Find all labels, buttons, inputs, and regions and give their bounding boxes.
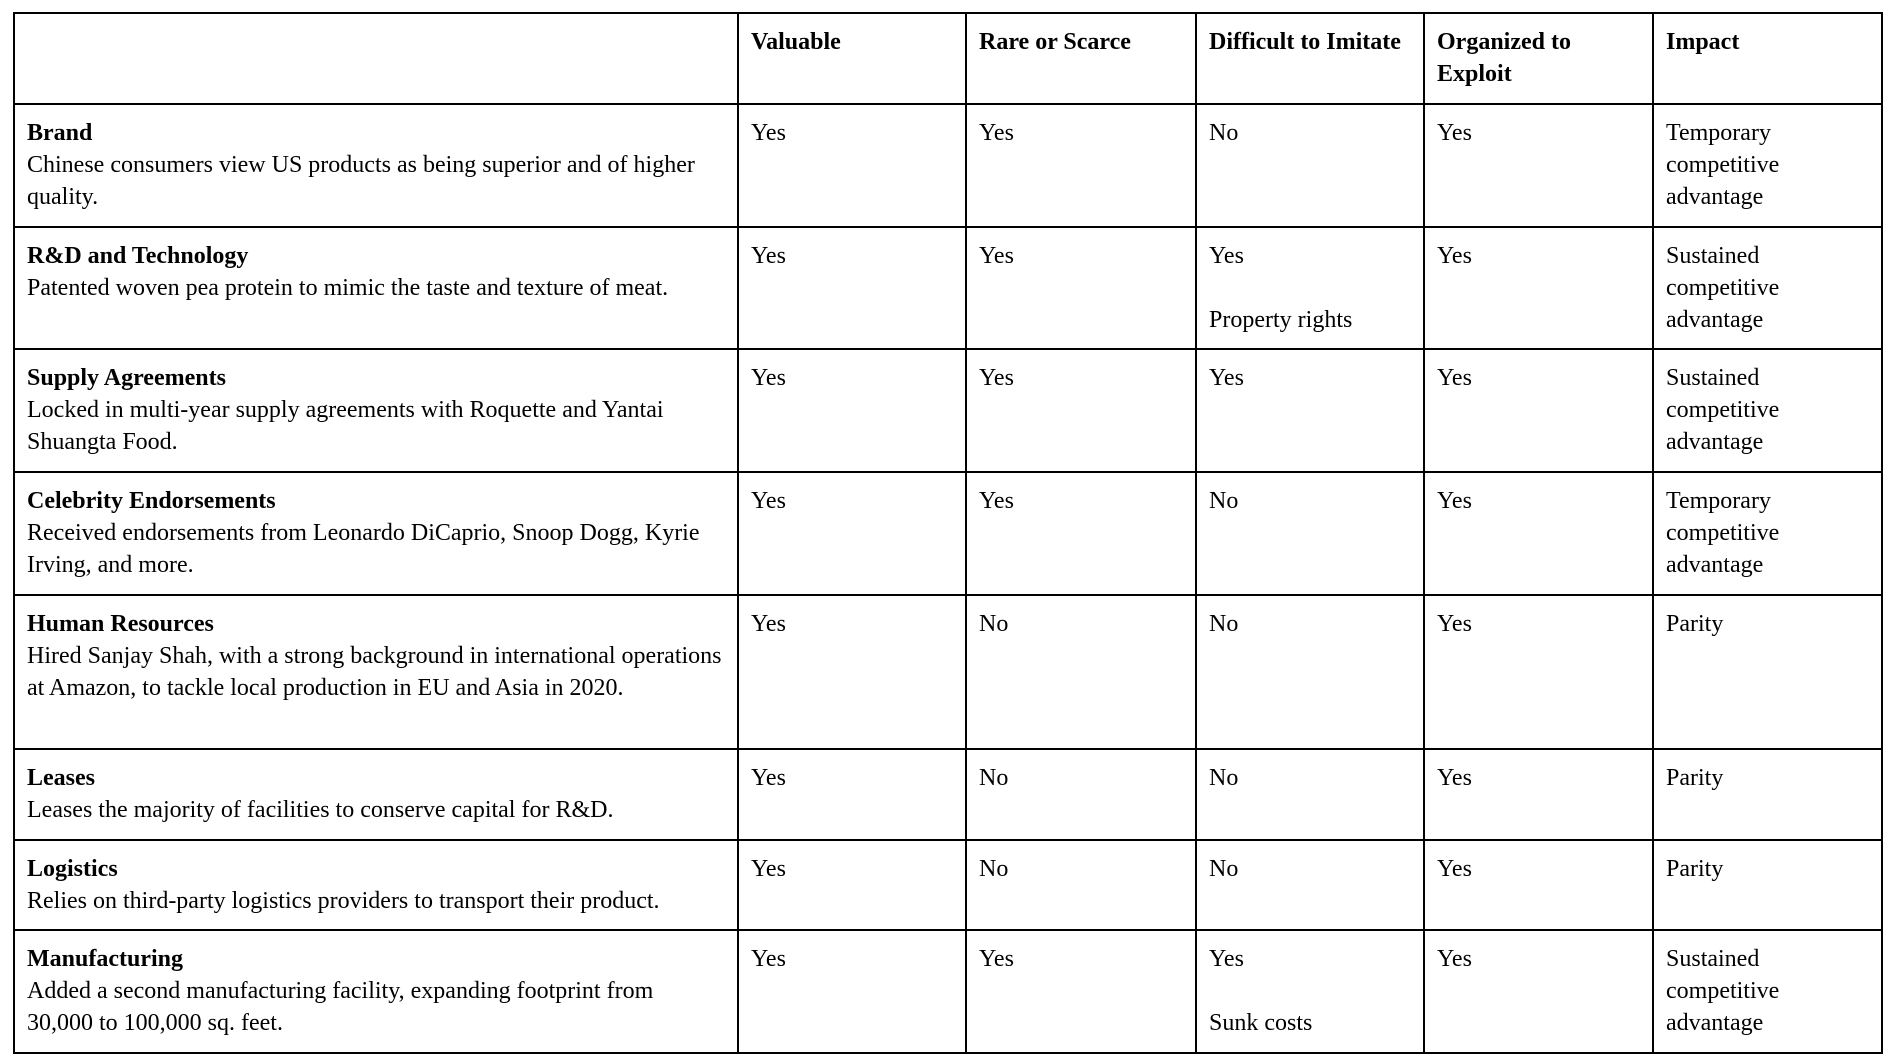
impact-cell: Parity xyxy=(1653,840,1882,930)
imitate-cell xyxy=(1196,595,1424,749)
imitate-cell xyxy=(1196,472,1424,595)
rare-cell: Yes xyxy=(966,930,1196,1053)
resource-title: Brand xyxy=(27,120,93,146)
valuable-cell: Yes xyxy=(738,930,966,1053)
valuable-cell: Yes xyxy=(738,104,966,227)
header-organized: Organized to Exploit xyxy=(1424,13,1653,104)
impact-cell: Temporary competitive advantage xyxy=(1653,472,1882,595)
imitate-cell xyxy=(1196,749,1424,840)
impact-cell: Parity xyxy=(1653,749,1882,840)
table-row xyxy=(14,930,1882,1053)
resource-description: Locked in multi-year supply agreements with Roquette and Yantai Shuangta Food. xyxy=(27,397,664,455)
impact-cell: Sustained competitive advantage xyxy=(1653,930,1882,1053)
rare-cell: Yes xyxy=(966,472,1196,595)
resource-title: Human Resources xyxy=(27,611,214,637)
header-row xyxy=(14,13,1882,104)
imitate-value: No xyxy=(1209,120,1239,146)
imitate-value: No xyxy=(1209,488,1239,514)
resource-cell xyxy=(14,104,738,227)
imitate-note: Sunk costs xyxy=(1209,1010,1313,1036)
resource-title: Supply Agreements xyxy=(27,365,226,391)
resource-cell xyxy=(14,349,738,472)
organized-cell: Yes xyxy=(1424,227,1653,349)
resource-description: Relies on third-party logistics providers to transport their product. xyxy=(27,888,660,914)
rare-cell: No xyxy=(966,749,1196,840)
valuable-cell: Yes xyxy=(738,349,966,472)
table-row xyxy=(14,472,1882,595)
organized-cell: Yes xyxy=(1424,472,1653,595)
imitate-value: No xyxy=(1209,611,1239,637)
vrio-table xyxy=(13,12,1883,1054)
resource-cell xyxy=(14,840,738,930)
imitate-value: No xyxy=(1209,856,1239,882)
resource-description: Received endorsements from Leonardo DiCaprio, Snoop Dogg, Kyrie Irving, and more. xyxy=(27,520,700,578)
header-rare: Rare or Scarce xyxy=(966,13,1196,104)
imitate-cell xyxy=(1196,349,1424,472)
imitate-cell xyxy=(1196,104,1424,227)
rare-cell: No xyxy=(966,595,1196,749)
rare-cell: No xyxy=(966,840,1196,930)
resource-description: Leases the majority of facilities to conserve capital for R&D. xyxy=(27,797,614,823)
organized-cell: Yes xyxy=(1424,595,1653,749)
imitate-value: Yes xyxy=(1209,365,1244,391)
valuable-cell: Yes xyxy=(738,227,966,349)
resource-title: Logistics xyxy=(27,856,118,882)
table-row xyxy=(14,595,1882,749)
header-imitate: Difficult to Imitate xyxy=(1196,13,1424,104)
organized-cell: Yes xyxy=(1424,349,1653,472)
table-row xyxy=(14,840,1882,930)
imitate-note: Property rights xyxy=(1209,307,1353,333)
header-resource xyxy=(14,13,738,104)
impact-cell: Temporary competitive advantage xyxy=(1653,104,1882,227)
header-impact: Impact xyxy=(1653,13,1882,104)
organized-cell: Yes xyxy=(1424,840,1653,930)
organized-cell: Yes xyxy=(1424,930,1653,1053)
imitate-cell xyxy=(1196,840,1424,930)
resource-cell xyxy=(14,749,738,840)
imitate-value: Yes xyxy=(1209,946,1244,972)
resource-title: Celebrity Endorsements xyxy=(27,488,276,514)
imitate-cell xyxy=(1196,227,1424,349)
resource-cell xyxy=(14,595,738,749)
impact-cell: Sustained competitive advantage xyxy=(1653,349,1882,472)
rare-cell: Yes xyxy=(966,227,1196,349)
rare-cell: Yes xyxy=(966,349,1196,472)
resource-description: Added a second manufacturing facility, expanding footprint from 30,000 to 100,000 sq. feet. xyxy=(27,978,654,1036)
organized-cell: Yes xyxy=(1424,749,1653,840)
header-valuable: Valuable xyxy=(738,13,966,104)
resource-title: R&D and Technology xyxy=(27,243,249,269)
resource-cell xyxy=(14,227,738,349)
table-row xyxy=(14,749,1882,840)
imitate-value: No xyxy=(1209,765,1239,791)
valuable-cell: Yes xyxy=(738,595,966,749)
table-row xyxy=(14,227,1882,349)
impact-cell: Sustained competitive advantage xyxy=(1653,227,1882,349)
resource-cell xyxy=(14,930,738,1053)
valuable-cell: Yes xyxy=(738,840,966,930)
table-row xyxy=(14,104,1882,227)
organized-cell: Yes xyxy=(1424,104,1653,227)
resource-description: Hired Sanjay Shah, with a strong background in international operations at Amazon, to tackle local production in EU and Asia in 2020. xyxy=(27,643,722,701)
rare-cell: Yes xyxy=(966,104,1196,227)
resource-cell xyxy=(14,472,738,595)
valuable-cell: Yes xyxy=(738,472,966,595)
imitate-cell xyxy=(1196,930,1424,1053)
resource-description: Chinese consumers view US products as being superior and of higher quality. xyxy=(27,152,695,210)
resource-title: Leases xyxy=(27,765,95,791)
table-row xyxy=(14,349,1882,472)
resource-title: Manufacturing xyxy=(27,946,183,972)
valuable-cell: Yes xyxy=(738,749,966,840)
resource-description: Patented woven pea protein to mimic the taste and texture of meat. xyxy=(27,275,669,301)
impact-cell: Parity xyxy=(1653,595,1882,749)
imitate-value: Yes xyxy=(1209,243,1244,269)
